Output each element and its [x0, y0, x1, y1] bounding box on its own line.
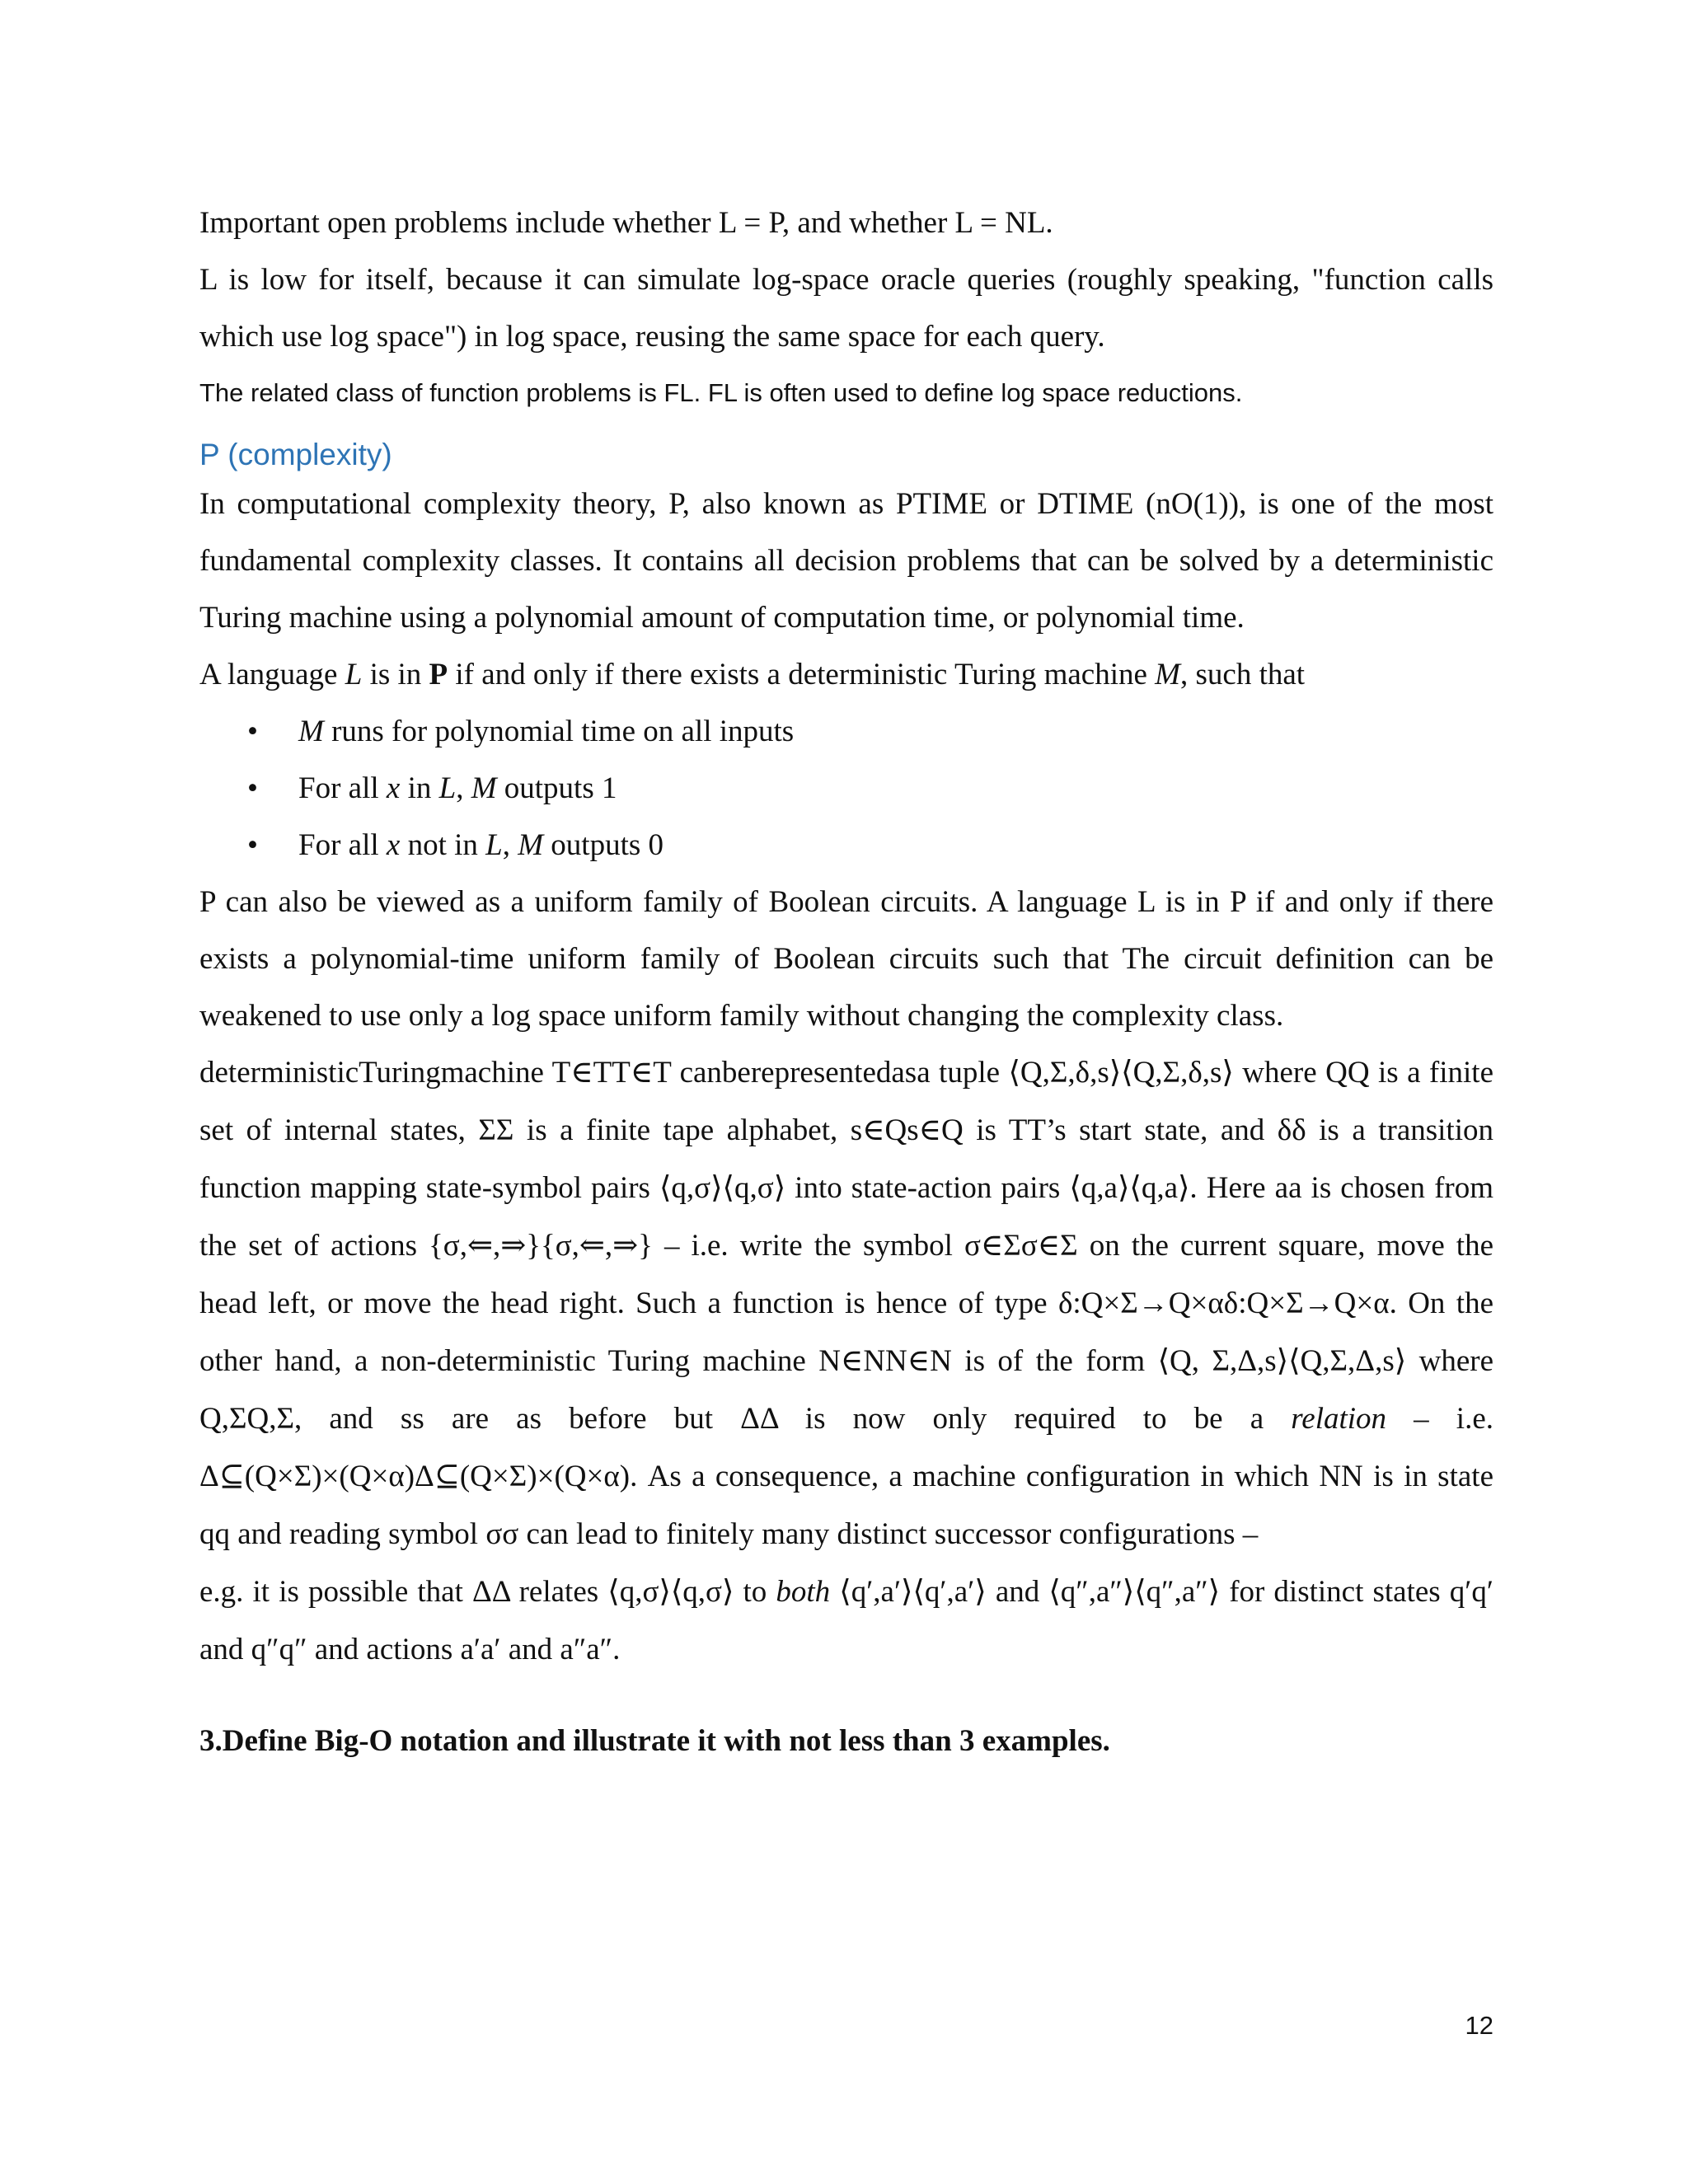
p-definition-paragraph — [199, 646, 1493, 703]
condition-list — [199, 703, 1493, 874]
fl-note-paragraph: The related class of function problems is FL. FL is often used to define log space reductions. — [199, 378, 1243, 407]
bullet-text: not in — [400, 828, 486, 862]
definition-text: is in — [362, 658, 429, 691]
turing-machine-example — [199, 1563, 1493, 1679]
low-for-itself-paragraph: L is low for itself, because it can simulate log-space oracle queries (roughly speaking, "function calls which use log space") in log space, reusing the same space for each query. — [199, 263, 1493, 354]
list-item — [199, 817, 1493, 874]
tm-emphasis-both: both — [776, 1575, 831, 1609]
tm-text: – i.e. Δ⊆(Q×Σ)×(Q×α)Δ⊆(Q×Σ)×(Q×α). As a consequence, a machine configuration in which NN is in state qq and reading symbol σσ can lead to finitely many distinct successor configurations – — [199, 1402, 1494, 1551]
definition-text: , such that — [1180, 658, 1306, 691]
tm-text: ⟨q′,a′⟩⟨q′,a′⟩ and ⟨q″,a″⟩⟨q″,a″⟩ for distinct states q′q′ and q″q″ and actions a′a′ and a″a″. — [199, 1575, 1493, 1666]
definition-text: if and only if there exists a deterministic Turing machine — [448, 658, 1156, 691]
bullet-var-m: M — [471, 771, 497, 805]
tm-text: e.g. it is possible that ΔΔ relates ⟨q,σ⟩⟨q,σ⟩ to — [199, 1575, 776, 1609]
bullet-var-l: L — [438, 771, 457, 805]
turing-machine-paragraph — [199, 1044, 1493, 1563]
circuits-paragraph: P can also be viewed as a uniform family of Boolean circuits. A language L is in P if and only if there exists a polynomial-time uniform family of Boolean circuits such that The circuit definition can be weakened to use only a log space uniform family without changing the complexity class. — [199, 885, 1493, 1033]
page-number: 12 — [1465, 2011, 1493, 2040]
bullet-text: runs for polynomial time on all inputs — [323, 715, 795, 748]
page-content — [199, 194, 1493, 1766]
bullet-text: For all — [298, 828, 387, 862]
bullet-text: , — [502, 828, 518, 862]
bullet-var-x: x — [386, 771, 401, 805]
bullet-text: , — [456, 771, 471, 805]
bullet-text: For all — [298, 771, 387, 805]
bullet-text: outputs 0 — [543, 828, 664, 862]
question-heading: 3.Define Big-O notation and illustrate it with not less than 3 examples. — [199, 1724, 1110, 1758]
list-item — [199, 760, 1493, 817]
bullet-var-x: x — [386, 828, 401, 862]
bullet-var-m: M — [518, 828, 544, 862]
bullet-text: in — [400, 771, 439, 805]
p-intro-paragraph: In computational complexity theory, P, also known as PTIME or DTIME (nO(1)), is one of the most fundamental complexity classes. It contains all decision problems that can be solved by a deterministic Turing machine using a polynomial amount of computation time, or polynomial time. — [199, 487, 1493, 635]
bullet-text: outputs 1 — [496, 771, 617, 805]
definition-class-p: P — [429, 658, 448, 691]
open-problems-paragraph: Important open problems include whether L = P, and whether L = NL. — [199, 206, 1053, 240]
section-heading: P (complexity) — [199, 438, 392, 471]
definition-var-l: L — [345, 658, 363, 691]
bullet-var-l: L — [485, 828, 503, 862]
tm-emphasis-relation: relation — [1291, 1402, 1387, 1436]
tm-text: deterministicTuringmachine T∈TT∈T canberepresentedasa tuple ⟨Q,Σ,δ,s⟩⟨Q,Σ,δ,s⟩ where QQ is a finite set of internal states, ΣΣ is a finite tape alphabet, s∈Qs∈Q is TT’s start state, and δδ is a transition function mapping state-symbol pairs ⟨q,σ⟩⟨q,σ⟩ into state-action pairs ⟨q,a⟩⟨q,a⟩. Here aa is chosen from the set of actions {σ,⇐,⇒}{σ,⇐,⇒} – i.e. write the symbol σ∈Σσ∈Σ on the current square, move the head left, or move the head right. Such a function is hence of type δ:Q×Σ→Q×αδ:Q×Σ→Q×α. On the other hand, a non-deterministic Turing machine N∈NN∈N is of the form ⟨Q, Σ,Δ,s⟩⟨Q,Σ,Δ,s⟩ where Q,ΣQ,Σ, and ss are as before but ΔΔ is now only required to be a — [199, 1056, 1493, 1436]
definition-var-m: M — [1155, 658, 1180, 691]
definition-text: A language — [199, 658, 345, 691]
bullet-var-m: M — [298, 715, 324, 748]
list-item — [199, 703, 1493, 760]
